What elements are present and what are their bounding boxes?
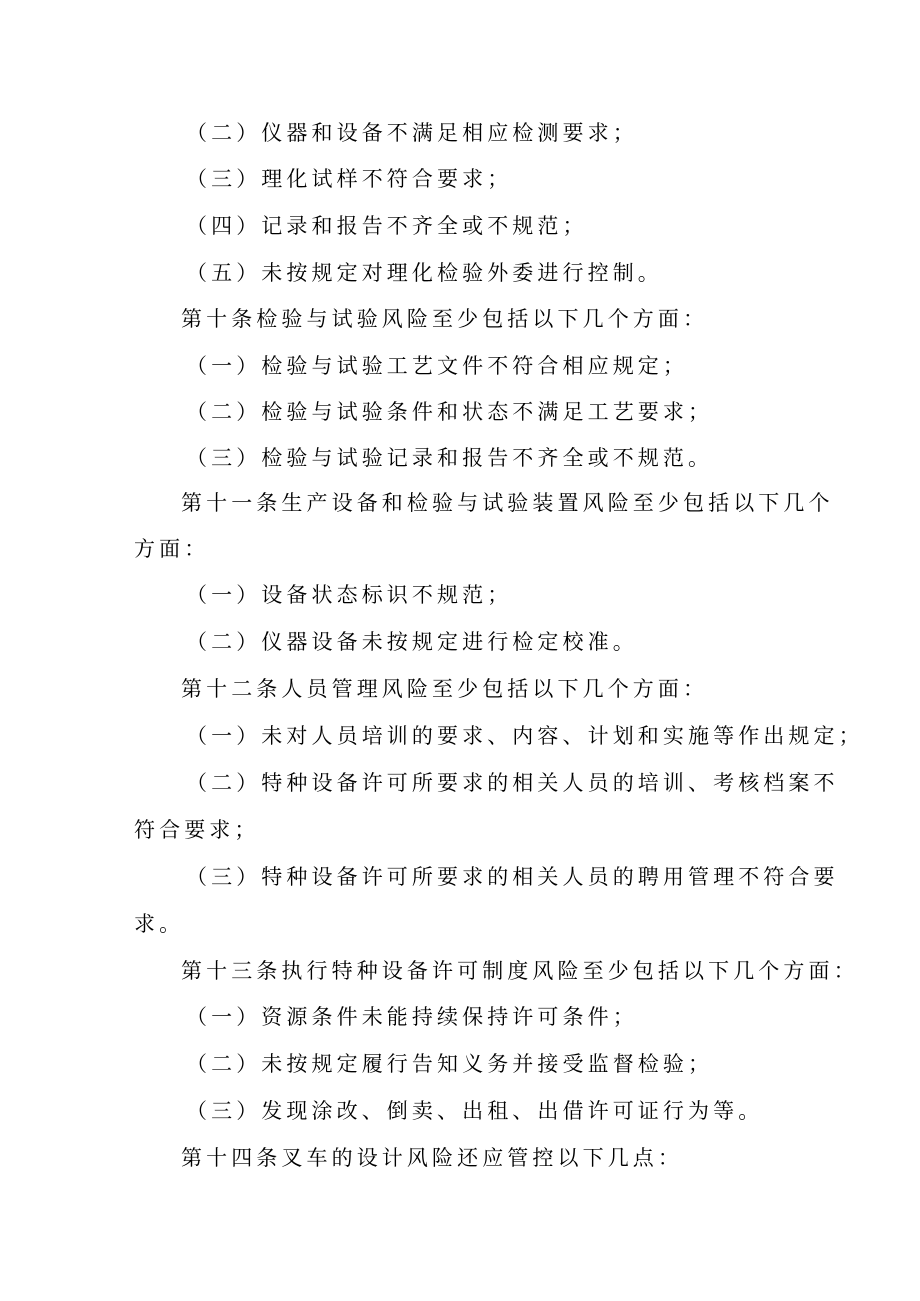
text-line: （一）检验与试验工艺文件不符合相应规定； xyxy=(186,354,688,378)
article-heading: 第十三条执行特种设备许可制度风险至少包括以下几个方面： xyxy=(181,959,859,983)
text-line: （二）仪器设备未按规定进行检定校准。 xyxy=(186,630,638,654)
text-line: （二）检验与试验条件和状态不满足工艺要求； xyxy=(186,400,714,424)
text-line: （三）检验与试验记录和报告不齐全或不规范。 xyxy=(186,446,714,470)
article-heading: 第十一条生产设备和检验与试验装置风险至少包括以下几个 xyxy=(181,491,834,515)
text-line: （四）记录和报告不齐全或不规范； xyxy=(186,214,588,238)
text-line: 方面： xyxy=(134,537,210,561)
text-line: （三）特种设备许可所要求的相关人员的聘用管理不符合要 xyxy=(186,865,839,889)
text-line: （三）发现涂改、倒卖、出租、出借许可证行为等。 xyxy=(186,1099,764,1123)
article-heading: 第十二条人员管理风险至少包括以下几个方面： xyxy=(181,677,709,701)
text-line: （一）设备状态标识不规范； xyxy=(186,583,513,607)
article-heading: 第十条检验与试验风险至少包括以下几个方面： xyxy=(181,307,709,331)
article-heading: 第十四条叉车的设计风险还应管控以下几点： xyxy=(181,1146,683,1170)
text-line: （一）资源条件未能持续保持许可条件； xyxy=(186,1005,638,1029)
text-line: （三）理化试样不符合要求； xyxy=(186,167,513,191)
text-line: （二）仪器和设备不满足相应检测要求； xyxy=(186,121,638,145)
text-line: （一）未对人员培训的要求、内容、计划和实施等作出规定； xyxy=(186,724,864,748)
text-line: （二）未按规定履行告知义务并接受监督检验； xyxy=(186,1052,714,1076)
text-line: （五）未按规定对理化检验外委进行控制。 xyxy=(186,261,663,285)
text-line: （二）特种设备许可所要求的相关人员的培训、考核档案不 xyxy=(186,771,839,795)
text-line: 求。 xyxy=(134,912,185,936)
text-line: 符合要求； xyxy=(134,818,260,842)
